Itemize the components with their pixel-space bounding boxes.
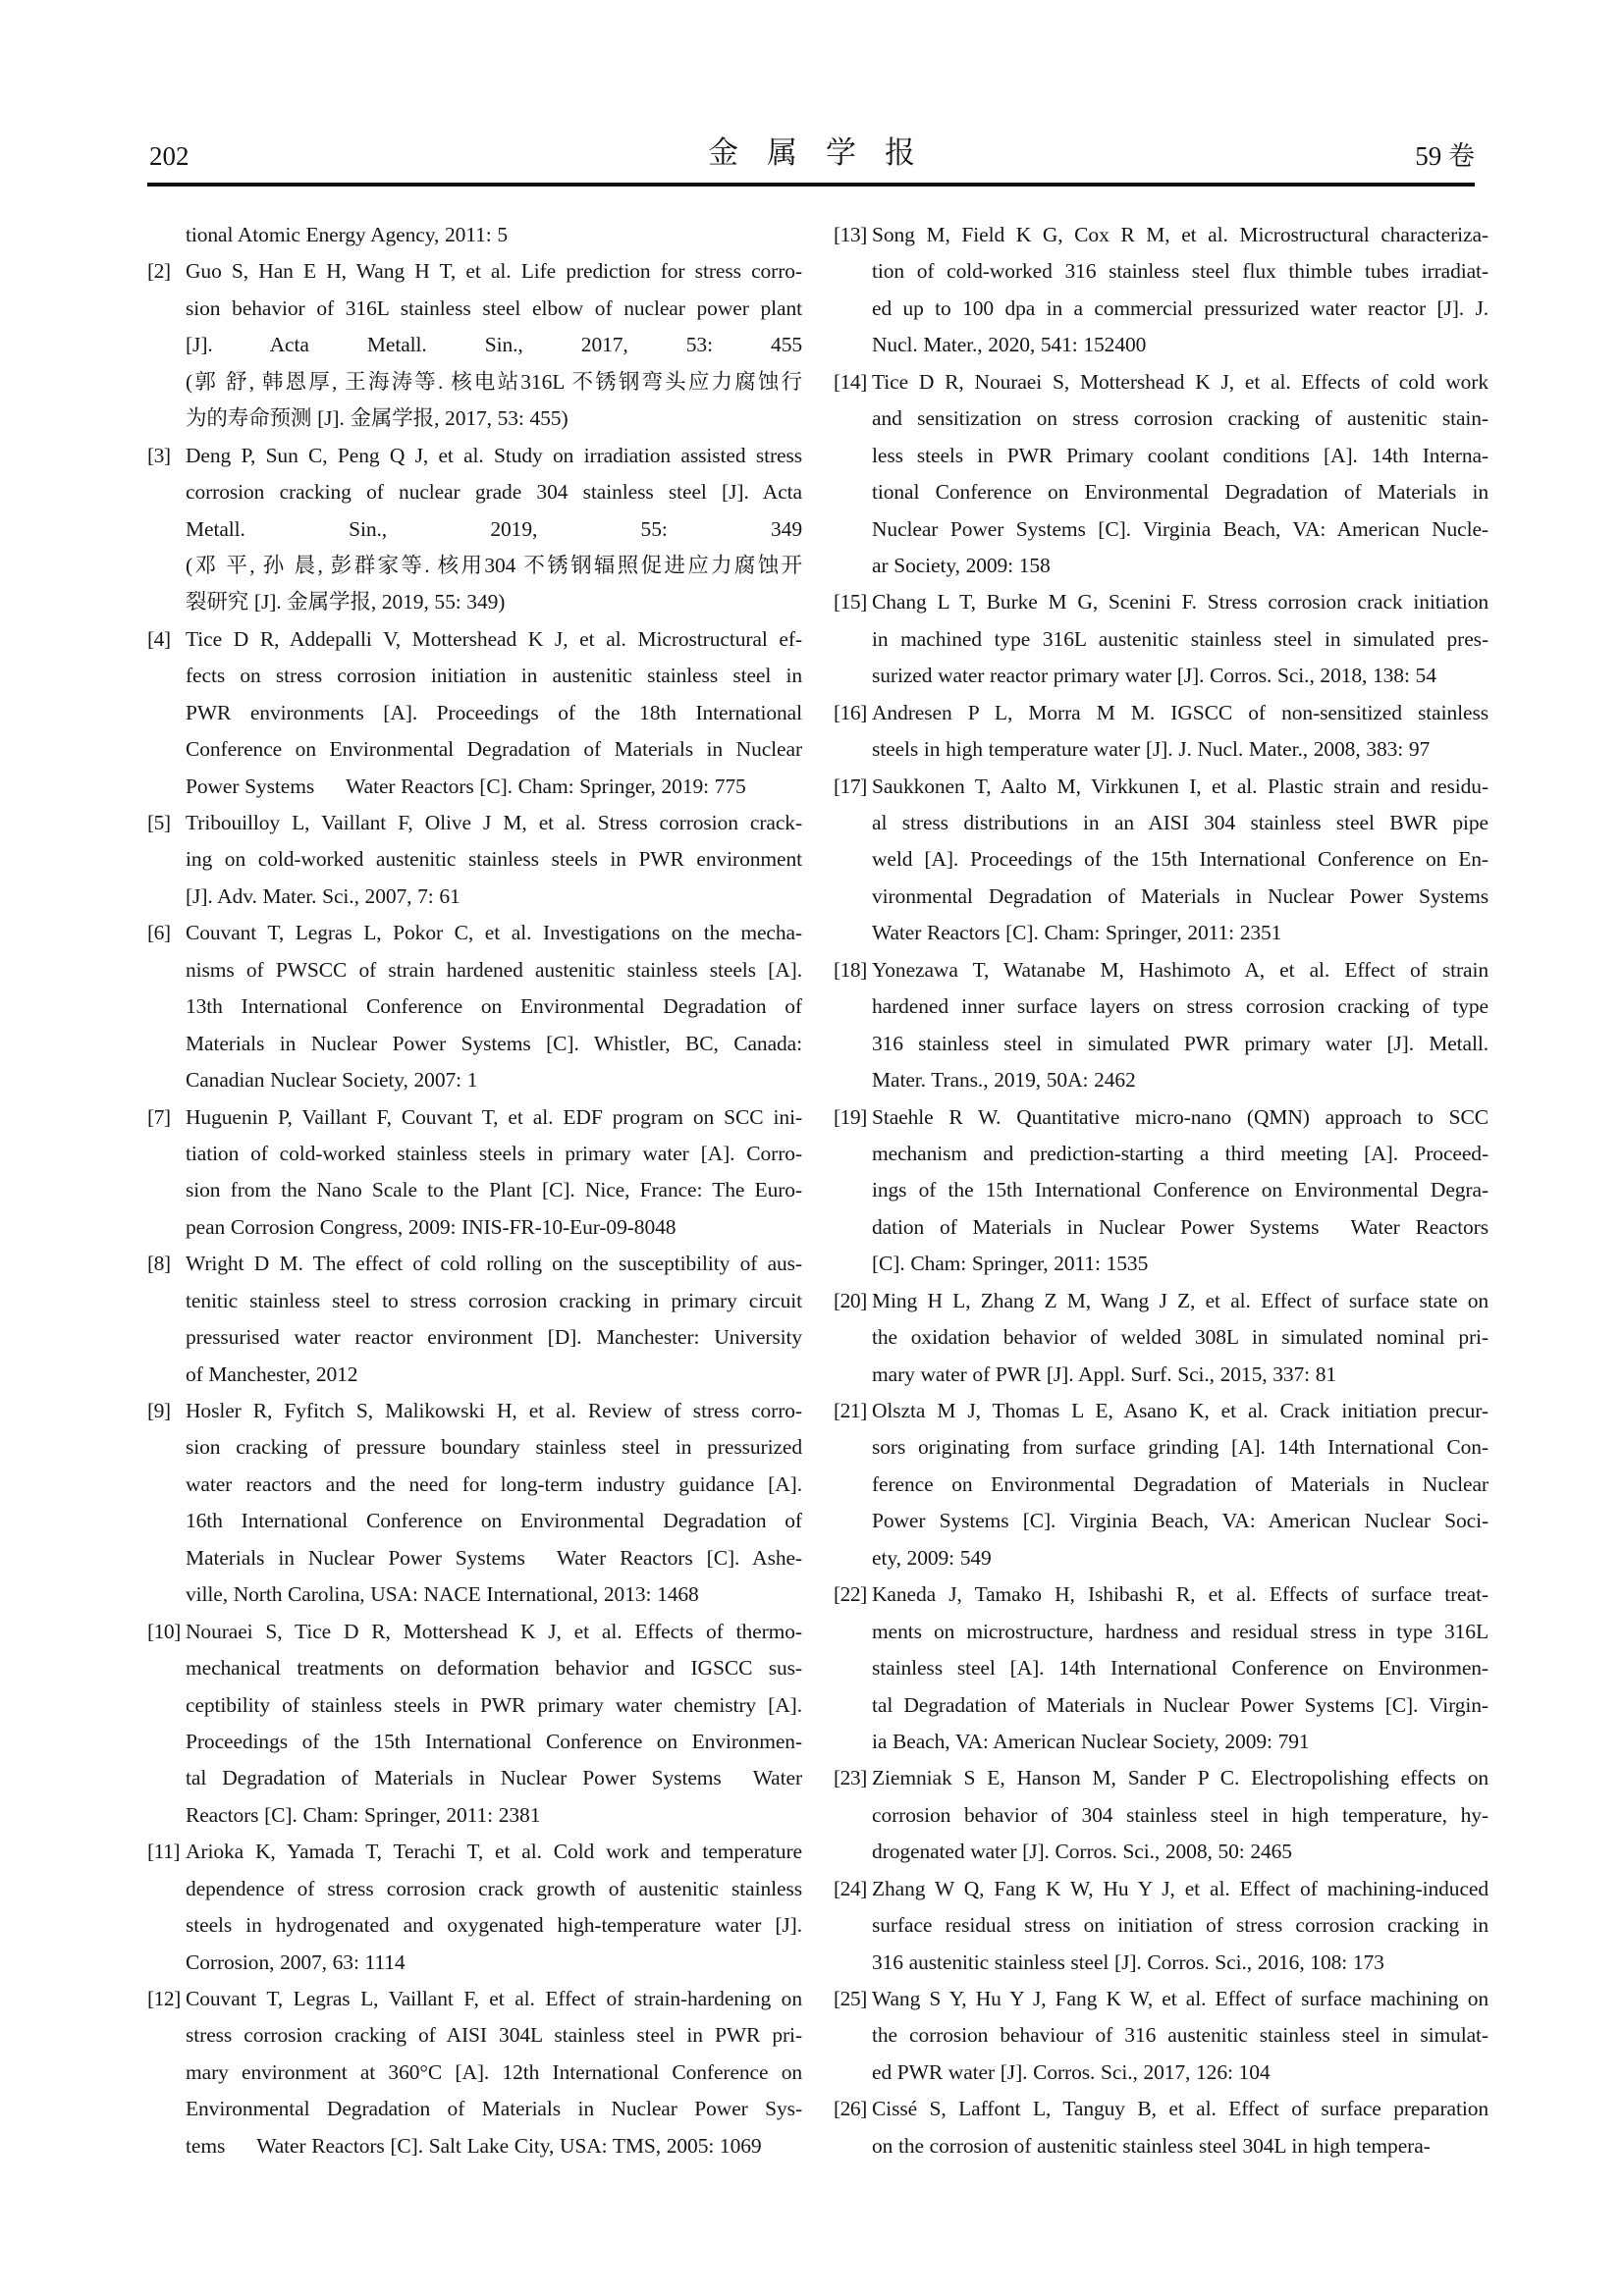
reference-text: [186, 915, 802, 1098]
reference-entry: [147, 217, 802, 253]
reference-line: tional Atomic Energy Agency, 2011: 5: [186, 223, 508, 246]
reference-number: [20]: [834, 1288, 867, 1312]
reference-number: [16]: [834, 700, 867, 724]
reference-number: [13]: [834, 223, 867, 246]
reference-line: Saukkonen T, Aalto M, Virkkunen I, et al. Plastic strain and residu-: [872, 774, 1489, 798]
reference-line: tems Water Reactors [C]. Salt Lake City, USA: TMS, 2005: 1069: [186, 2133, 762, 2158]
reference-line: 为的寿命预测 [J]. 金属学报, 2017, 53: 455): [186, 406, 568, 431]
reference-number: [10]: [147, 1619, 181, 1643]
reference-entry: [147, 1614, 802, 1835]
reference-number: [7]: [147, 1104, 171, 1129]
reference-entry: [834, 1393, 1489, 1576]
reference-entry: [834, 217, 1489, 364]
reference-entry: [834, 1283, 1489, 1393]
reference-line: Nucl. Mater., 2020, 541: 152400: [872, 333, 1147, 357]
reference-line: dation of Materials in Nuclear Power Systems Water Reactors: [872, 1214, 1489, 1239]
reference-line: Tice D R, Nouraei S, Mottershead K J, et al. Effects of cold work: [872, 369, 1489, 394]
reference-number: [11]: [147, 1840, 181, 1864]
reference-line: Couvant T, Legras L, Vaillant F, et al. Effect of strain-hardening on: [186, 1987, 802, 2010]
reference-line: less steels in PWR Primary coolant conditions [A]. 14th Interna-: [872, 443, 1489, 467]
reference-line: Couvant T, Legras L, Pokor C, et al. Investigations on the mecha-: [186, 921, 802, 945]
reference-line: of Manchester, 2012: [186, 1362, 358, 1386]
reference-line: sion from the Nano Scale to the Plant [C]. Nice, France: The Euro-: [186, 1178, 802, 1202]
reference-line: mary water of PWR [J]. Appl. Surf. Sci., 2015, 337: 81: [872, 1362, 1337, 1386]
reference-line: Environmental Degradation of Materials in Nuclear Power Sys-: [186, 2097, 802, 2121]
reference-line: PWR environments [A]. Proceedings of the 18th International: [186, 700, 802, 724]
reference-line: 16th International Conference on Environmental Degradation of: [186, 1509, 802, 1533]
reference-number: [3]: [147, 443, 171, 467]
reference-line: pean Corrosion Congress, 2009: INIS-FR-10-Eur-09-8048: [186, 1214, 677, 1239]
reference-number: [15]: [834, 590, 867, 614]
reference-text: [872, 695, 1489, 769]
reference-entry: [834, 1981, 1489, 2091]
reference-line: hardened inner surface layers on stress corrosion cracking of type: [872, 994, 1489, 1019]
references-column-left: [147, 217, 802, 2164]
reference-line: tiation of cold-worked stainless steels in primary water [A]. Corro-: [186, 1141, 802, 1165]
reference-entry: [147, 915, 802, 1098]
reference-number: [24]: [834, 1876, 867, 1900]
reference-line: Chang L T, Burke M G, Scenini F. Stress corrosion crack initiation: [872, 590, 1489, 614]
reference-entry: [834, 1760, 1489, 1870]
reference-line: Power Systems Water Reactors [C]. Cham: Springer, 2019: 775: [186, 774, 746, 798]
reference-line: Wright D M. The effect of cold rolling on the susceptibility of aus-: [186, 1252, 802, 1276]
reference-line: nisms of PWSCC of strain hardened austenitic stainless steels [A].: [186, 957, 802, 982]
reference-text: [186, 621, 802, 805]
reference-text: [186, 1246, 802, 1393]
reference-number: [26]: [834, 2097, 867, 2121]
reference-text: [186, 1834, 802, 1981]
reference-number: [23]: [834, 1766, 867, 1790]
reference-line: Nuclear Power Systems [C]. Virginia Beach, VA: American Nucle-: [872, 516, 1489, 541]
reference-line: Reactors [C]. Cham: Springer, 2011: 2381: [186, 1802, 541, 1827]
reference-line: Proceedings of the 15th International Conference on Environmen-: [186, 1729, 802, 1753]
reference-line: 裂研究 [J]. 金属学报, 2019, 55: 349): [186, 590, 506, 614]
reference-entry: [147, 621, 802, 805]
reference-line: [J]. Adv. Mater. Sci., 2007, 7: 61: [186, 883, 460, 908]
reference-number: [19]: [834, 1104, 867, 1129]
reference-line: ference on Environmental Degradation of Materials in Nuclear: [872, 1471, 1489, 1496]
reference-line: ments on microstructure, hardness and residual stress in type 316L: [872, 1619, 1489, 1643]
reference-line: Wang S Y, Hu Y J, Fang K W, et al. Effect of surface machining on: [872, 1987, 1489, 2010]
reference-number: [17]: [834, 774, 867, 798]
reference-line: [C]. Cham: Springer, 2011: 1535: [872, 1252, 1149, 1276]
reference-line: ar Society, 2009: 158: [872, 553, 1051, 577]
reference-line: Materials in Nuclear Power Systems [C]. Whistler, BC, Canada:: [186, 1031, 802, 1055]
reference-entry: [147, 1393, 802, 1614]
reference-line: Materials in Nuclear Power Systems Water Reactors [C]. Ashe-: [186, 1545, 802, 1570]
reference-entry: [834, 1576, 1489, 1760]
reference-line: tal Degradation of Materials in Nuclear Power Systems [C]. Virgin-: [872, 1692, 1489, 1717]
reference-line: Tribouilloy L, Vaillant F, Olive J M, et al. Stress corrosion crack-: [186, 811, 802, 834]
reference-number: [25]: [834, 1987, 867, 2010]
reference-line: Power Systems [C]. Virginia Beach, VA: American Nuclear Soci-: [872, 1509, 1489, 1533]
reference-text: [872, 769, 1489, 952]
reference-line: water reactors and the need for long-term industry guidance [A].: [186, 1471, 802, 1496]
reference-line: tal Degradation of Materials in Nuclear Power Systems Water: [186, 1766, 802, 1790]
reference-line: sion cracking of pressure boundary stainless steel in pressurized: [186, 1435, 802, 1460]
header-rule: [147, 183, 1475, 187]
reference-text: [186, 1099, 802, 1247]
reference-line: mary environment at 360°C [A]. 12th International Conference on: [186, 2059, 802, 2084]
reference-text: [186, 217, 802, 253]
reference-line: corrosion cracking of nuclear grade 304 stainless steel [J]. Acta: [186, 480, 802, 505]
reference-line: surized water reactor primary water [J]. Corros. Sci., 2018, 138: 54: [872, 664, 1436, 688]
reference-number: [12]: [147, 1987, 181, 2010]
reference-line: 316 austenitic stainless steel [J]. Corros. Sci., 2016, 108: 173: [872, 1949, 1384, 1974]
reference-line: stress corrosion cracking of AISI 304L stainless steel in PWR pri-: [186, 2023, 802, 2048]
reference-entry: [147, 1099, 802, 1247]
reference-entry: [147, 1246, 802, 1393]
reference-entry: [147, 1834, 802, 1981]
reference-line: surface residual stress on initiation of stress corrosion cracking in: [872, 1913, 1489, 1938]
reference-number: [2]: [147, 259, 171, 284]
reference-line: and sensitization on stress corrosion cracking of austenitic stain-: [872, 406, 1489, 431]
reference-line: Canadian Nuclear Society, 2007: 1: [186, 1068, 478, 1093]
reference-text: [186, 1614, 802, 1835]
reference-line: mechanical treatments on deformation behavior and IGSCC sus-: [186, 1656, 802, 1681]
reference-text: [872, 1760, 1489, 1870]
reference-text: [186, 438, 802, 621]
reference-line: fects on stress corrosion initiation in austenitic stainless steel in: [186, 664, 802, 688]
reference-line: Kaneda J, Tamako H, Ishibashi R, et al. Effects of surface treat-: [872, 1582, 1489, 1607]
reference-text: [872, 1393, 1489, 1576]
reference-line: Hosler R, Fyfitch S, Malikowski H, et al. Review of stress corro-: [186, 1399, 802, 1422]
reference-line: Guo S, Han E H, Wang H T, et al. Life prediction for stress corro-: [186, 259, 802, 284]
reference-entry: [147, 438, 802, 621]
reference-line: Mater. Trans., 2019, 50A: 2462: [872, 1068, 1136, 1093]
reference-entry: [834, 1871, 1489, 1981]
reference-line: Zhang W Q, Fang K W, Hu Y J, et al. Effect of machining-induced: [872, 1876, 1489, 1900]
references-section: [147, 217, 1489, 2164]
reference-line: steels in hydrogenated and oxygenated high-temperature water [J].: [186, 1913, 802, 1938]
page-number: 202: [149, 141, 189, 171]
reference-line: on the corrosion of austenitic stainless steel 304L in high tempera-: [872, 2133, 1431, 2158]
reference-line: al stress distributions in an AISI 304 stainless steel BWR pipe: [872, 811, 1489, 834]
reference-line: drogenated water [J]. Corros. Sci., 2008, 50: 2465: [872, 1840, 1292, 1864]
reference-line: Tice D R, Addepalli V, Mottershead K J, et al. Microstructural ef-: [186, 626, 802, 651]
reference-line: ings of the 15th International Conference on Environmental Degra-: [872, 1178, 1489, 1202]
reference-line: ing on cold-worked austenitic stainless steels in PWR environment: [186, 847, 802, 872]
reference-line: Song M, Field K G, Cox R M, et al. Microstructural characteriza-: [872, 223, 1489, 246]
reference-text: [186, 1981, 802, 2164]
references-column-right: [834, 217, 1489, 2164]
reference-line: dependence of stress corrosion crack growth of austenitic stainless: [186, 1876, 802, 1900]
reference-number: [9]: [147, 1399, 171, 1422]
reference-line: (邓 平, 孙 晨, 彭群家等. 核用304 不锈钢辐照促进应力腐蚀开: [186, 553, 802, 577]
reference-line: Corrosion, 2007, 63: 1114: [186, 1949, 406, 1974]
reference-line: Metall. Sin., 2019, 55: 349: [186, 516, 802, 541]
reference-line: ed PWR water [J]. Corros. Sci., 2017, 126: 104: [872, 2059, 1271, 2084]
reference-line: (郭 舒, 韩恩厚, 王海涛等. 核电站316L 不锈钢弯头应力腐蚀行: [186, 369, 802, 394]
reference-entry: [834, 952, 1489, 1099]
reference-number: [14]: [834, 369, 867, 394]
reference-number: [8]: [147, 1252, 171, 1276]
reference-line: Conference on Environmental Degradation of Materials in Nuclear: [186, 737, 802, 762]
reference-number: [18]: [834, 957, 867, 982]
reference-entry: [834, 695, 1489, 769]
reference-line: tional Conference on Environmental Degradation of Materials in: [872, 480, 1489, 505]
reference-text: [872, 2091, 1489, 2164]
reference-entry: [834, 584, 1489, 694]
reference-line: Yonezawa T, Watanabe M, Hashimoto A, et al. Effect of strain: [872, 957, 1489, 982]
reference-line: corrosion behavior of 304 stainless steel in high temperature, hy-: [872, 1802, 1489, 1827]
reference-entry: [834, 364, 1489, 585]
reference-text: [186, 805, 802, 915]
reference-line: tenitic stainless steel to stress corrosion cracking in primary circuit: [186, 1288, 802, 1312]
reference-entry: [834, 769, 1489, 952]
reference-line: Ziemniak S E, Hanson M, Sander P C. Electropolishing effects on: [872, 1766, 1489, 1790]
reference-line: 316 stainless steel in simulated PWR primary water [J]. Metall.: [872, 1031, 1489, 1055]
reference-line: Huguenin P, Vaillant F, Couvant T, et al. EDF program on SCC ini-: [186, 1104, 802, 1129]
reference-number: [6]: [147, 921, 171, 945]
reference-line: Nouraei S, Tice D R, Mottershead K J, et al. Effects of thermo-: [186, 1619, 802, 1643]
reference-entry: [834, 2091, 1489, 2164]
reference-entry: [147, 805, 802, 915]
reference-line: the corrosion behaviour of 316 austenitic stainless steel in simulat-: [872, 2023, 1489, 2048]
reference-line: the oxidation behavior of welded 308L in simulated nominal pri-: [872, 1325, 1489, 1350]
journal-title: 金 属 学 报: [708, 135, 916, 170]
reference-number: [5]: [147, 811, 171, 834]
reference-text: [186, 253, 802, 437]
reference-text: [872, 1981, 1489, 2091]
reference-line: steels in high temperature water [J]. J. Nucl. Mater., 2008, 383: 97: [872, 737, 1431, 762]
reference-line: ville, North Carolina, USA: NACE International, 2013: 1468: [186, 1582, 699, 1607]
reference-line: ety, 2009: 549: [872, 1545, 992, 1570]
reference-line: ed up to 100 dpa in a commercial pressurized water reactor [J]. J.: [872, 295, 1489, 320]
reference-line: sors originating from surface grinding [A]. 14th International Con-: [872, 1435, 1489, 1460]
reference-line: Andresen P L, Morra M M. IGSCC of non-sensitized stainless: [872, 700, 1489, 724]
reference-line: Staehle R W. Quantitative micro-nano (QMN) approach to SCC: [872, 1104, 1489, 1129]
reference-line: sion behavior of 316L stainless steel elbow of nuclear power plant: [186, 295, 802, 320]
reference-number: [21]: [834, 1399, 867, 1422]
reference-line: Water Reactors [C]. Cham: Springer, 2011: 2351: [872, 921, 1282, 945]
reference-line: vironmental Degradation of Materials in Nuclear Power Systems: [872, 883, 1489, 908]
reference-text: [872, 1871, 1489, 1981]
reference-text: [872, 217, 1489, 364]
reference-text: [872, 364, 1489, 585]
reference-text: [872, 1576, 1489, 1760]
reference-line: mechanism and prediction-starting a third meeting [A]. Proceed-: [872, 1141, 1489, 1165]
reference-line: ia Beach, VA: American Nuclear Society, 2009: 791: [872, 1729, 1310, 1753]
volume-label: 59 卷: [1415, 141, 1475, 171]
reference-line: ceptibility of stainless steels in PWR primary water chemistry [A].: [186, 1692, 802, 1717]
reference-entry: [147, 1981, 802, 2164]
reference-text: [872, 1283, 1489, 1393]
reference-line: Cissé S, Laffont L, Tanguy B, et al. Effect of surface preparation: [872, 2097, 1489, 2121]
reference-text: [872, 584, 1489, 694]
reference-line: stainless steel [A]. 14th International Conference on Environmen-: [872, 1656, 1489, 1681]
reference-text: [186, 1393, 802, 1614]
reference-number: [4]: [147, 626, 171, 651]
reference-text: [872, 1099, 1489, 1283]
reference-line: Arioka K, Yamada T, Terachi T, et al. Cold work and temperature: [186, 1840, 802, 1864]
reference-line: [J]. Acta Metall. Sin., 2017, 53: 455: [186, 333, 802, 357]
reference-line: pressurised water reactor environment [D]. Manchester: University: [186, 1325, 802, 1350]
reference-text: [872, 952, 1489, 1099]
reference-number: [22]: [834, 1582, 867, 1607]
reference-entry: [834, 1099, 1489, 1283]
reference-entry: [147, 253, 802, 437]
reference-line: tion of cold-worked 316 stainless steel flux thimble tubes irradiat-: [872, 259, 1489, 284]
reference-line: Olszta M J, Thomas L E, Asano K, et al. Crack initiation precur-: [872, 1399, 1489, 1422]
reference-line: 13th International Conference on Environmental Degradation of: [186, 994, 802, 1019]
reference-line: in machined type 316L austenitic stainless steel in simulated pres-: [872, 626, 1489, 651]
reference-line: Ming H L, Zhang Z M, Wang J Z, et al. Effect of surface state on: [872, 1288, 1489, 1312]
reference-line: weld [A]. Proceedings of the 15th International Conference on En-: [872, 847, 1489, 872]
reference-line: Deng P, Sun C, Peng Q J, et al. Study on irradiation assisted stress: [186, 443, 802, 467]
